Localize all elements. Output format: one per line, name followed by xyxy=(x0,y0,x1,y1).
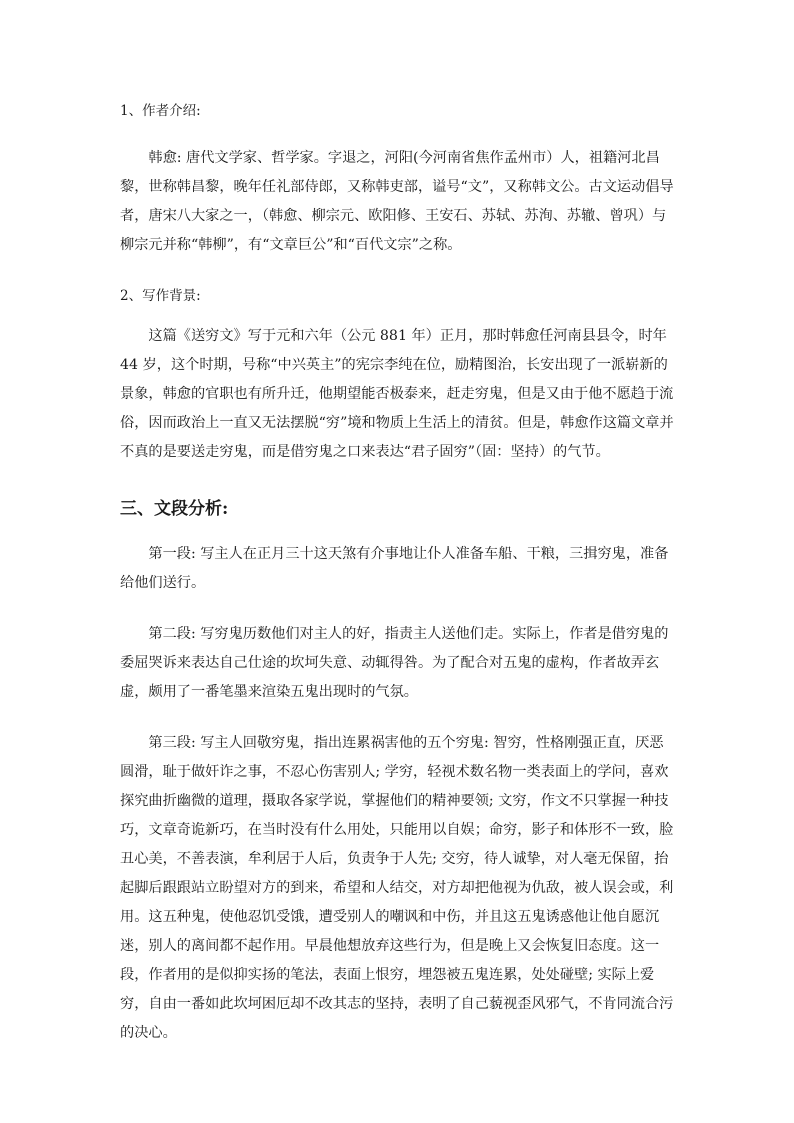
author-intro-paragraph xyxy=(120,144,676,260)
background-heading: 2、写作背景: xyxy=(120,288,201,304)
analysis-text-1: 第一段: 写主人在正月三十这天煞有介事地让仆人准备车船、干粮，三揖穷鬼，准备给他们送行。 xyxy=(120,546,669,591)
background-text: 这篇《送穷文》写于元和六年（公元 881 年）正月，那时韩愈任河南县县令，时年 44 岁，这个时期，号称“中兴英主”的宪宗李纯在位，励精图治，长安出现了一派崭新的景象，韩愈的官职也有所升迁，他期望能否极泰来，赶走穷鬼，但是又由于他不愿趋于流俗，因而政治上一直又无法摆脱“穷”境和物质上生活上的清贫。但是，韩愈作这篇文章并不真的是要送走穷鬼，而是借穷鬼之口来表达“君子固穷”（固：坚持）的气节。 xyxy=(120,328,674,460)
author-intro-text: 韩愈: 唐代文学家、哲学家。字退之，河阳(今河南省焦作孟州市）人，祖籍河北昌黎，世称韩昌黎，晚年任礼部侍郎，又称韩吏部，谥号“文”，又称韩文公。古文运动倡导者，唐宋八大家之一，（韩愈、柳宗元、欧阳修、王安石、苏轼、苏洵、苏辙、曾巩）与柳宗元并称“韩柳”，有“文章巨公”和“百代文宗”之称。 xyxy=(120,150,674,253)
analysis-text-2: 第二段: 写穷鬼历数他们对主人的好，指责主人送他们走。实际上，作者是借穷鬼的委屈哭诉来表达自己仕途的坎坷失意、动辄得咎。为了配合对五鬼的虚构，作者故弄玄虚，颇用了一番笔墨来渲染五鬼出现时的气氛。 xyxy=(120,626,669,700)
analysis-heading: 三、文段分析: xyxy=(120,499,229,519)
analysis-paragraph-2 xyxy=(120,620,676,707)
analysis-text-3: 第三段: 写主人回敬穷鬼，指出连累祸害他的五个穷鬼: 智穷，性格刚强正直，厌恶圆滑，耻于做奸诈之事，不忍心伤害别人; 学穷，轻视术数名物一类表面上的学问，喜欢探究曲折幽微的道理，摄取各家学说，掌握他们的精神要领; 文穷，作文不只掌握一种技巧，文章奇诡新巧，在当时没有什么用处，只能用以自娱；命穷，影子和体形不一致，脸丑心美，不善表演，牟利居于人后，负责争于人先; 交穷，待人诚挚，对人毫无保留，抬起脚后跟跟站立盼望对方的到来，希望和人结交，对方却把他视为仇敌，被人误会或，利用。这五种鬼，使他忍饥受饿，遭受别人的嘲讽和中伤，并且这五鬼诱惑他让他自愿沉迷，别人的离间都不起作用。早晨他想放弃这些行为，但是晚上又会恢复旧态度。这一段，作者用的是似抑实扬的笔法，表面上恨穷，埋怨被五鬼连累，处处碰壁; 实际上爱穷，自由一番如此坎坷困厄却不改其志的坚持，表明了自己藐视歪风邪气，不肯同流合污的决心。 xyxy=(120,735,674,1041)
author-intro-heading: 1、作者介绍: xyxy=(120,103,201,119)
analysis-paragraph-3 xyxy=(120,729,676,1048)
background-paragraph xyxy=(120,322,676,467)
analysis-paragraph-1 xyxy=(120,540,676,598)
